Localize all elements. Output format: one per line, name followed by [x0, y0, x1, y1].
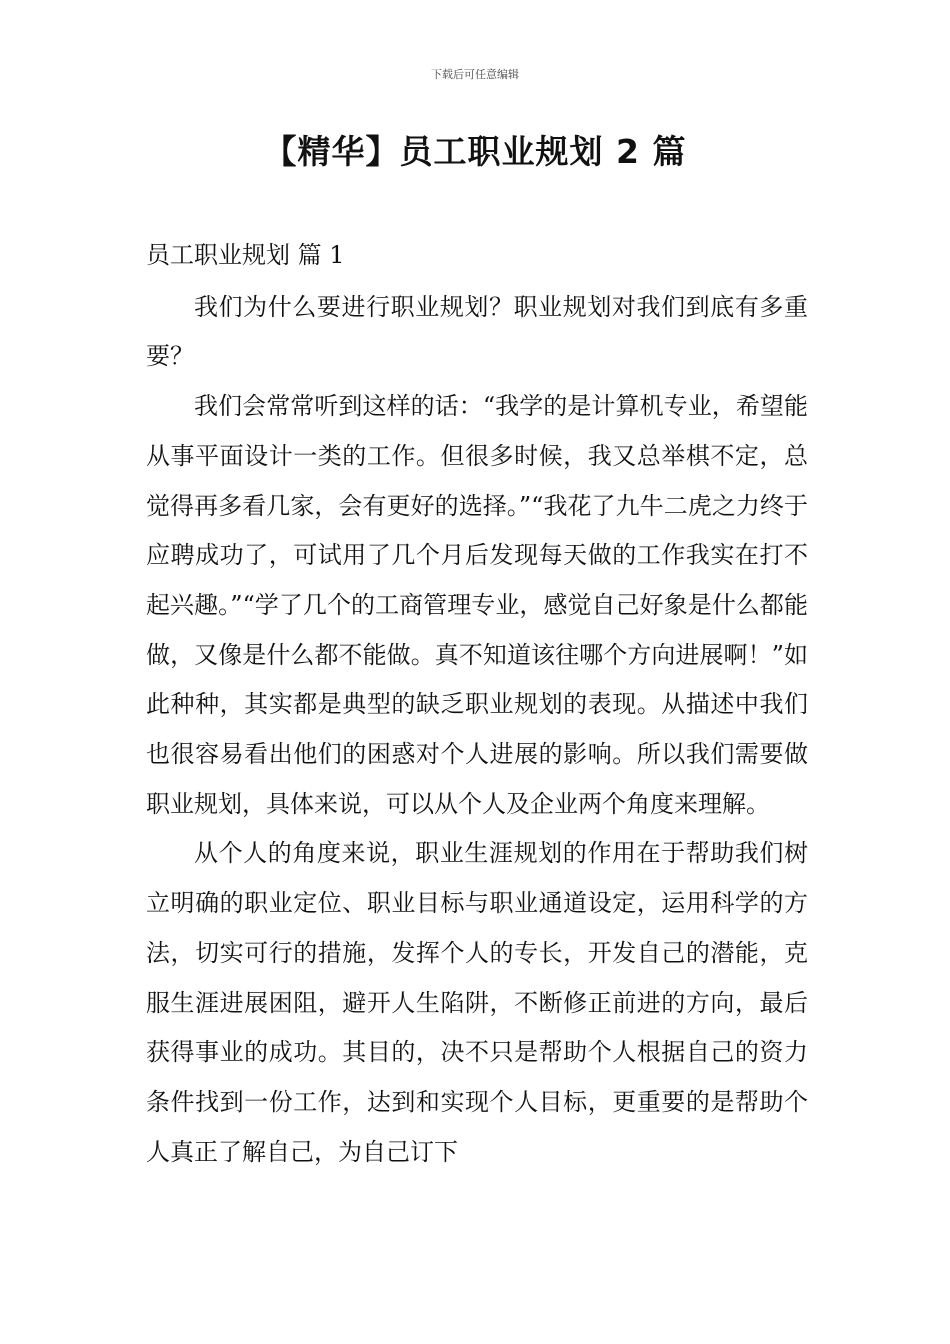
section-heading: 员工职业规划 篇 1 [146, 241, 345, 269]
paragraph-3: 从个人的角度来说，职业生涯规划的作用在于帮助我们树立明确的职业定位、职业目标与职业通道设定，运用科学的方法，切实可行的措施，发挥个人的专长，开发自己的潜能，克服生涯进展困阻，避开人生陷阱，不断修正前进的方向，最后获得事业的成功。其目的，决不只是帮助个人根据自己的资力条件找到一份工作，达到和实现个人目标，更重要的是帮助个人真正了解自己，为自己订下 [146, 839, 808, 1166]
document-title: 【精华】员工职业规划 2 篇 [263, 132, 687, 171]
paragraph-2: 我们会常常听到这样的话：“我学的是计算机专业，希望能从事平面设计一类的工作。但很多时候，我又总举棋不定，总觉得再多看几家，会有更好的选择。”“我花了九牛二虎之力终于应聘成功了，可试用了几个月后发现每天做的工作我实在打不起兴趣。”“学了几个的工商管理专业，感觉自己好象是什么都能做，又像是什么都不能做。真不知道该往哪个方向进展啊！”如此种种，其实都是典型的缺乏职业规划的表现。从描述中我们也很容易看出他们的困惑对个人进展的影响。所以我们需要做职业规划，具体来说，可以从个人及企业两个角度来理解。 [146, 392, 808, 818]
document-body [146, 231, 808, 1177]
paragraph-1: 我们为什么要进行职业规划？职业规划对我们到底有多重要？ [146, 292, 808, 371]
header-note: 下载后可任意编辑 [431, 68, 519, 81]
